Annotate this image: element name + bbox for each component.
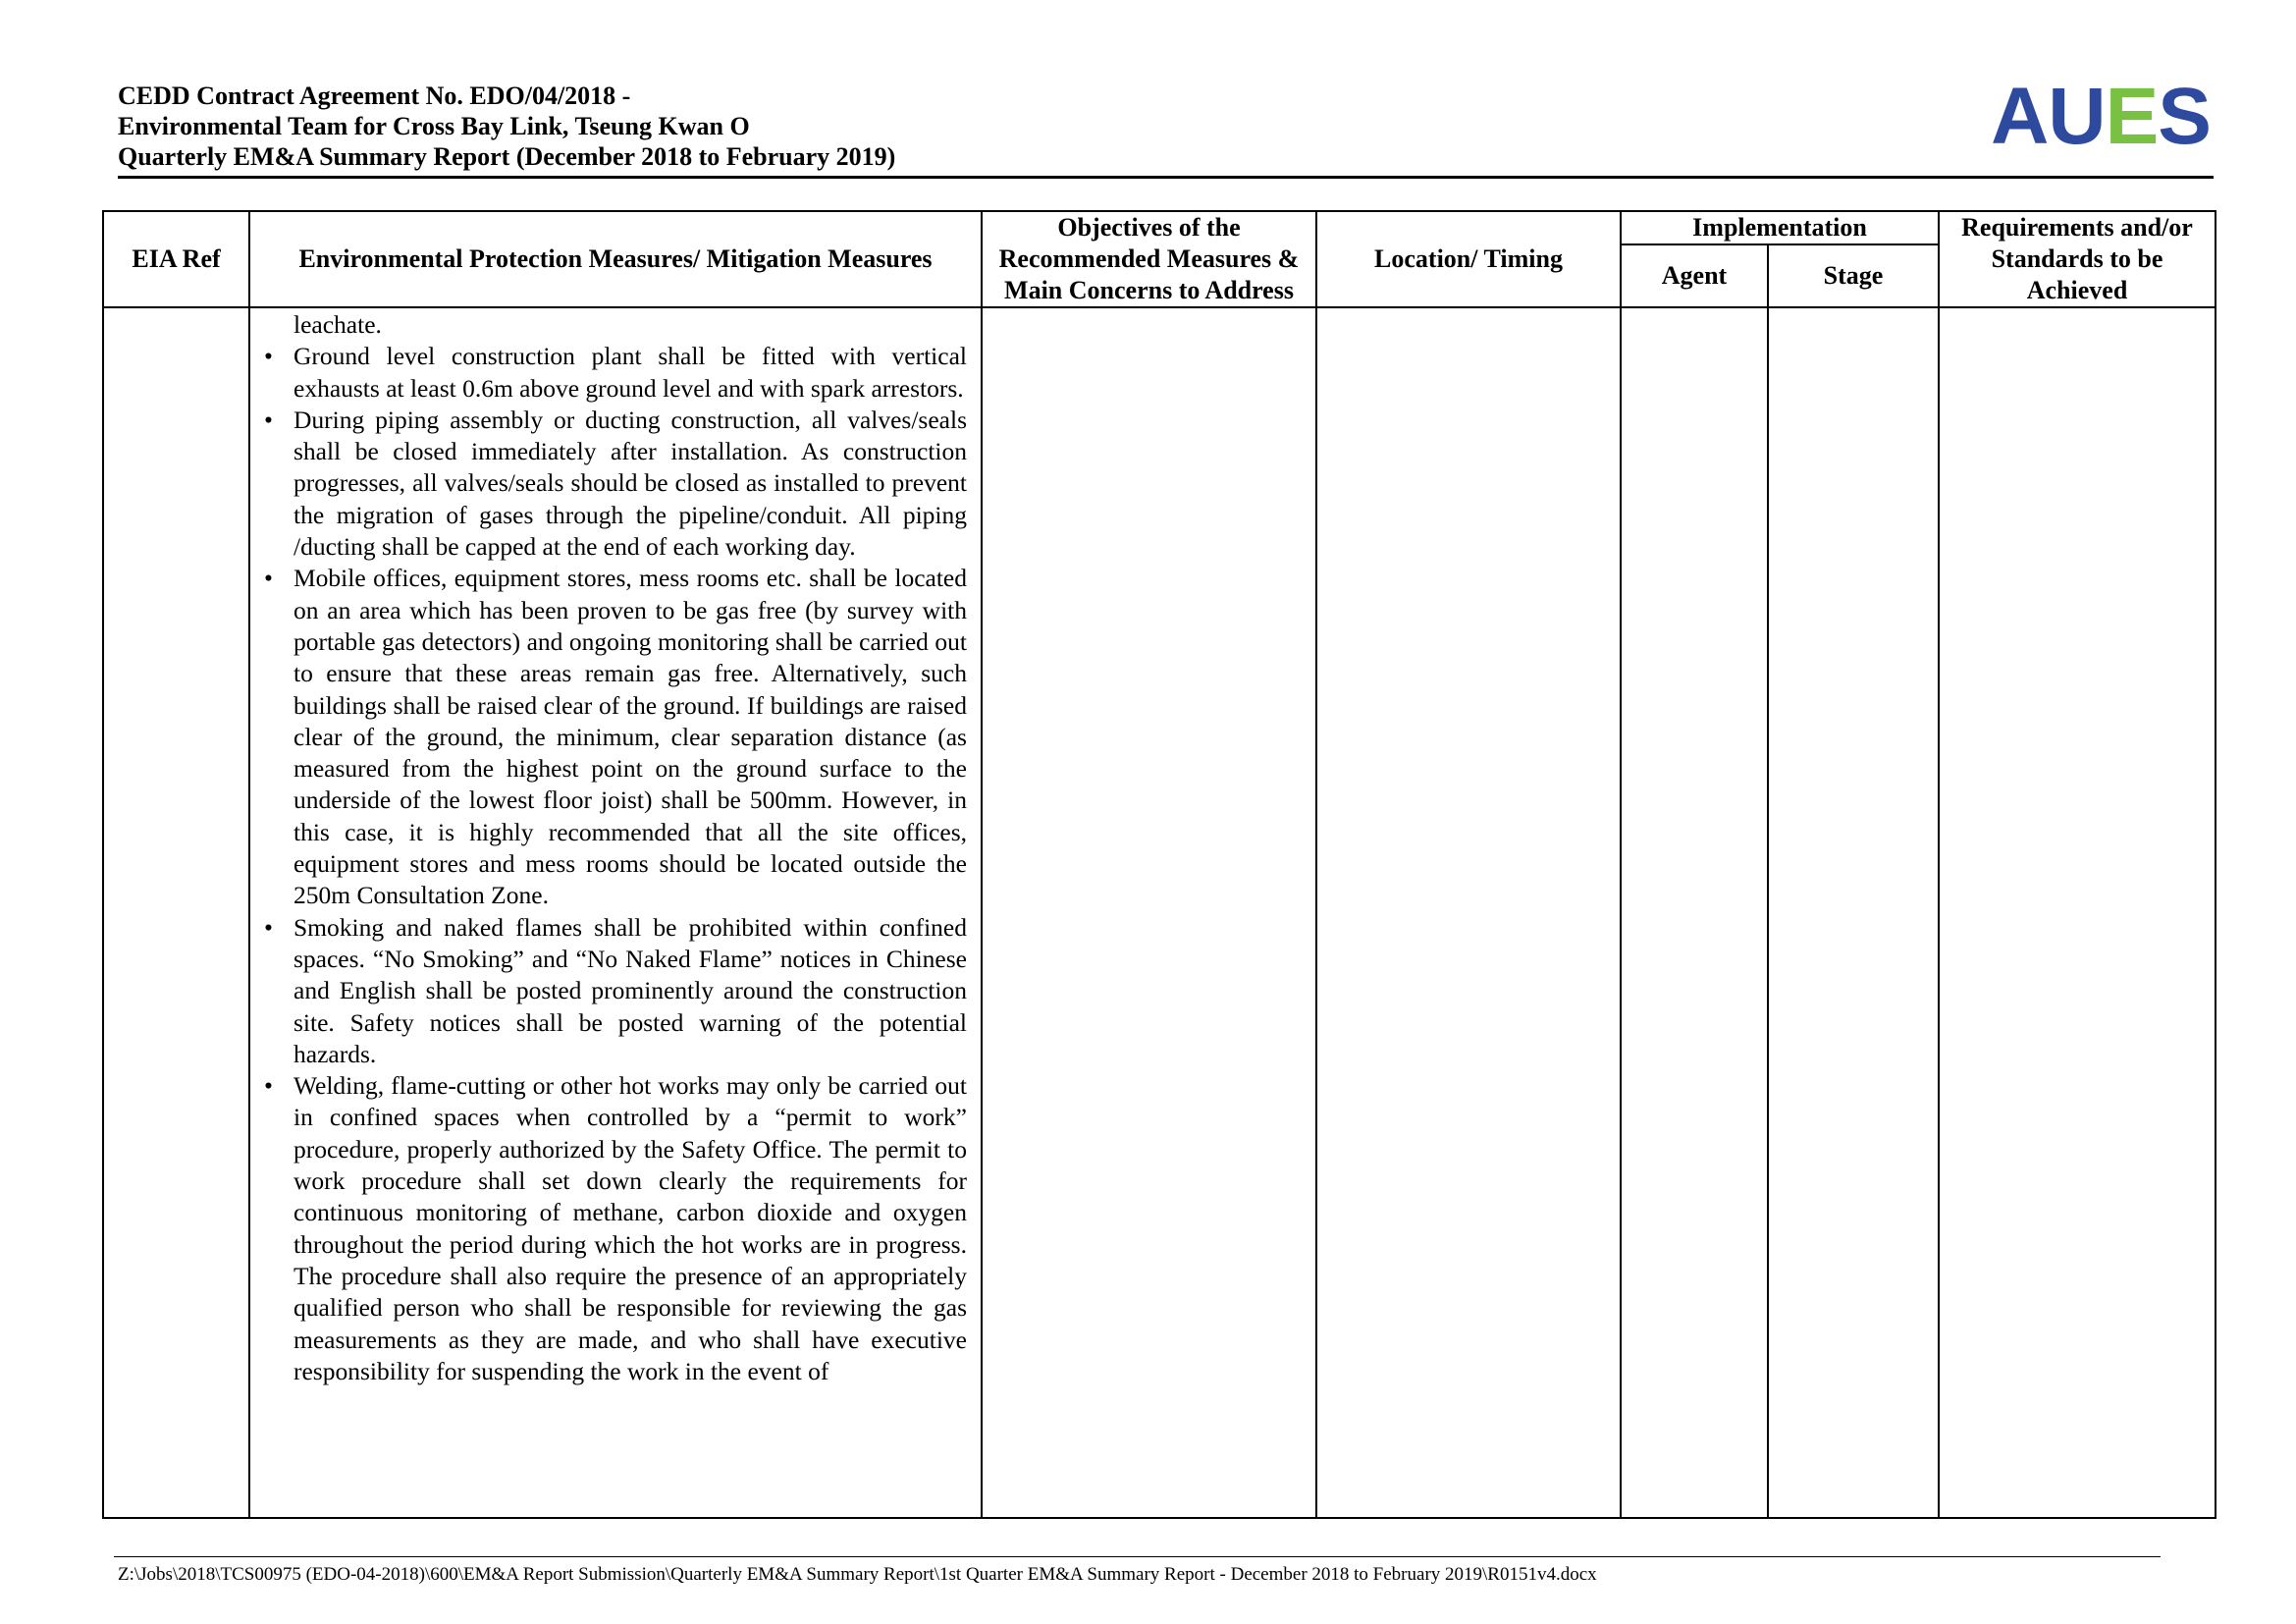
bullet-icon: • [264,405,273,434]
measure-item: • Ground level construction plant shall be fitted with vertical exhausts at least 0.6m above ground level and with spark arrestors. [264,342,967,403]
cell-stage [1768,307,1939,1518]
measures-list [264,341,967,1387]
report-title: Quarterly EM&A Summary Report (December 2018 to February 2019) [118,142,896,171]
header-measures: Environmental Protection Measures/ Mitigation Measures [249,211,982,307]
bullet-icon: • [264,1071,273,1101]
header-implementation: Implementation [1621,211,1939,244]
cell-location-timing [1316,307,1621,1518]
measure-item: • Mobile offices, equipment stores, mess rooms etc. shall be located on an area which has been proven to be gas free (by survey with portable gas detectors) and ongoing monitoring shall be carried out to ensure that these areas remain gas free. Alternatively, such buildings shall be raised clear of the ground. If buildings are raised clear of the ground, the minimum, clear separation distance (as measured from the highest point on the ground surface to the underside of the lowest floor joist) shall be 500mm. However, in this case, it is highly recommended that all the site offices, equipment stores and mess rooms should be located outside the 250m Consultation Zone. [264,564,967,910]
header-divider [118,176,2214,179]
aues-logo: AUES [1991,72,2211,161]
bullet-icon: • [264,342,273,371]
cell-objectives [982,307,1316,1518]
bullet-icon: • [264,564,273,593]
header-objectives: Objectives of the Recommended Measures & Main Concerns to Address [982,211,1316,307]
header-agent: Agent [1621,244,1768,307]
cell-agent [1621,307,1768,1518]
measures-text [250,309,981,1387]
measure-item: • During piping assembly or ducting construction, all valves/seals shall be closed immediately after installation. As construction progresses, all valves/seals should be closed as installed to prevent the migration of gases through the pipeline/conduit. All piping /ducting shall be capped at the end of each working day. [264,405,967,562]
measure-item: • Welding, flame-cutting or other hot works may only be carried out in confined spaces when controlled by a “permit to work” procedure, properly authorized by the Safety Office. The permit to work procedure shall set down clearly the requirements for continuous monitoring of methane, carbon dioxide and oxygen throughout the period during which the hot works are in progress. The procedure shall also require the presence of an appropriately qualified person who shall be responsible for reviewing the gas measurements as they are made, and who shall have executive responsibility for suspending the work in the event of [264,1071,967,1385]
mitigation-measures-table [102,210,2216,1519]
team-title: Environmental Team for Cross Bay Link, Tseung Kwan O [118,112,750,140]
measure-item: • Smoking and naked flames shall be prohibited within confined spaces. “No Smoking” and “No Naked Flame” notices in Chinese and English shall be posted prominently around the construction site. Safety notices shall be posted warning of the potential hazards. [264,912,967,1068]
cell-requirements [1939,307,2216,1518]
header-title-block [118,81,2211,172]
header-eia-ref: EIA Ref [103,211,249,307]
contract-title: CEDD Contract Agreement No. EDO/04/2018 - [118,81,631,110]
document-header [118,81,2211,172]
footer-divider [114,1556,2161,1557]
cell-eia-ref [103,307,249,1518]
footer-file-path: Z:\Jobs\2018\TCS00975 (EDO-04-2018)\600\EM&A Report Submission\Quarterly EM&A Summary Report\1st Quarter EM&A Summary Report - December 2018 to February 2019\R0151v4.docx [118,1564,1597,1585]
header-stage: Stage [1768,244,1939,307]
header-location-timing: Location/ Timing [1316,211,1621,307]
cell-measures [249,307,982,1518]
bullet-icon: • [264,912,273,942]
header-requirements: Requirements and/or Standards to be Achieved [1939,211,2216,307]
measures-continuation: leachate. [294,310,382,339]
